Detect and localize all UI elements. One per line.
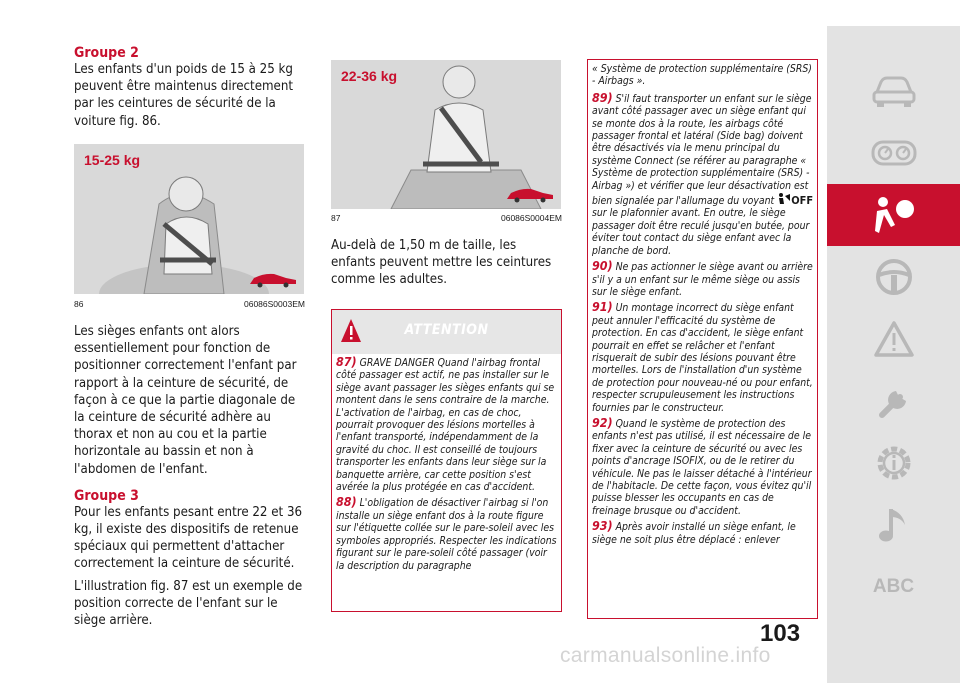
watermark-footer: carmanualsonline.info [560,644,771,667]
sidebar-item-emergency[interactable] [827,308,960,370]
sidebar-item-dashboard[interactable] [827,122,960,184]
warning-88-number: 88) [336,494,357,510]
warning-88-text: L'obligation de désactiver l'airbag si l'on installe un siège enfant dos à la route figure sur l'étiquette collée sur le pare-soleil avec les symboles appropriés. Respecter les indications figurant sur le pare-soleil côté passager (voir la description du paragraphe [336,497,557,572]
dashboard-gauges-icon [871,138,917,168]
warning-90-text: Ne pas actionner le siège avant ou arrière s'il y a un enfant sur le même siège ou assis sur le siège enfant. [592,261,813,298]
paragraph-fig87-example: L'illustration fig. 87 est un exemple de position correcte de l'enfant sur le siège arrière. [74,578,303,629]
warning-87-text: GRAVE DANGER Quand l'airbag frontal côté passager est actif, ne pas installer sur le siège avant passager les sièges enfants qui se montent dans le sens contraire de la marche. L'activation de l'airbag, en cas de choc, pourrait provoquer des lésions mortelles à l'enfant transporté, indépendamment de la gravité du choc. Il est conseillé de toujours transporter les enfants dans leur siège sur la banquette arrière, car cette position s'est avérée la plus protégée en cas d'accident. [336,357,555,494]
column-2-text [331,237,563,289]
chapter-sidebar [827,26,960,683]
sidebar-item-car[interactable] [827,60,960,122]
warning-91-number: 91) [592,299,613,315]
sidebar-item-safety[interactable] [827,184,960,246]
column-1 [74,45,306,130]
group3-text: Pour les enfants pesant entre 22 et 36 kg, il existe des dispositifs de retenue spéciaux qui permettent d'attacher correctement la ceinture de sécurité. [74,504,303,572]
srs-reference: « Système de protection supplémentaire (SRS) - Airbags ». [592,63,812,88]
warning-89-number: 89) [592,89,613,105]
airbag-off-icon [777,192,791,206]
paragraph-adult-belts: Au-delà de 1,50 m de taille, les enfants peuvent mettre les ceintures comme les adultes. [331,238,552,288]
figure-86-weight-label: 15-25 kg [84,152,141,168]
music-note-icon [877,505,911,545]
sidebar-item-maintenance[interactable] [827,370,960,432]
airbag-safety-icon [873,195,915,235]
warning-89-text-a: S'il faut transporter un enfant sur le siège avant côté passager avec un siège enfant qui se monte dos à la route, les airbags côté passager frontal et latéral (Side bag) doivent être désactivés via le menu principal du système Connect (se référer au paragraphe « Système de protection supplémentaire (SRS) - Airbag ») et vérifier que leur désactivation est bien signalée par l'allumage du voyant [592,92,812,208]
group2-text: Les enfants d'un poids de 15 à 25 kg peuvent être maintenus directement par les ceintures de sécurité de la voiture fig. 86. [74,62,294,129]
abc-index-icon: ABC [872,576,915,597]
warning-93 [592,520,814,546]
figure-87-number: 87 [331,213,341,223]
figure-86 [74,144,304,294]
warning-87 [336,356,558,493]
warning-89 [592,89,814,257]
figure-86-number: 86 [74,299,84,309]
warning-92 [592,414,814,517]
warning-92-text: Quand le système de protection des enfants n'est pas utilisé, il est nécessaire de le fixer avec la ceinture de sécurité ou avec les points d'ancrage ISOFIX, ou de le retirer du véhicule. Ne pas le laisser détaché à l'intérieur de l'habitacle. De cette façon, vous évitez qu'il puisse blesser les occupants en cas de freinage brusque ou d'accident. [592,417,812,517]
figure-87-weight-label: 22-36 kg [341,68,398,84]
warning-93-number: 93) [592,518,613,534]
warning-89-text-b: sur le plafonnier avant. En outre, le siège passager doit être reculé jusqu'en butée, pour éviter tout contact du siège enfant avec la planche de bord. [592,207,810,257]
warning-box [331,309,562,612]
warning-box-continued [587,59,818,619]
warning-92-number: 92) [592,414,613,430]
warning-90 [592,260,814,298]
car-side-icon [505,185,555,203]
steering-wheel-icon [874,257,914,297]
group2-title: Groupe 2 [74,45,139,61]
warning-triangle-icon [873,320,915,358]
page-number: 103 [760,620,801,647]
car-side-icon [248,270,298,288]
sidebar-item-driving[interactable] [827,246,960,308]
car-icon [871,74,917,108]
sidebar-item-multimedia[interactable] [827,494,960,556]
warning-93-text: Après avoir installé un siège enfant, le siège ne soit plus être déplacé : enlever [592,521,796,546]
warning-90-number: 90) [592,258,613,274]
warning-88 [336,496,558,571]
warning-title: ATTENTION [404,322,489,338]
warning-91-text: Un montage incorrect du siège enfant peut annuler l'efficacité du système de protection. En cas d'accident, le siège enfant pourrait en effet se relâcher et l'enfant risquerait de subir des lésions pouvant être mortelles. Lors de l'installation d'un système de protection pour nouveau-né ou pour enfant, respecter scrupuleusement les instructions fournies par le constructeur. [592,302,813,414]
sidebar-item-index[interactable] [827,556,960,618]
wrench-icon [874,381,914,421]
figure-87-code: 06086S0004EM [501,213,562,223]
warning-header [332,310,561,354]
figure-86-code: 06086S0003EM [244,299,305,309]
warning-87-number: 87) [336,354,357,369]
warning-91 [592,301,814,414]
group3-title: Groupe 3 [74,487,139,504]
figure-87 [331,60,561,209]
airbag-off-label: OFF [791,194,814,208]
column-1-lower [74,323,306,629]
gear-info-icon [873,442,915,484]
paragraph-seat-function: Les sièges enfants ont alors essentiellement pour fonction de positionner correctement l'enfant par rapport à la ceinture de sécurité, de façon à ce que la partie diagonale de la ceinture de sécurité adhère au thorax et non au cou et la partie horizontale au bassin et non à l'abdomen de l'enfant. [74,324,297,477]
sidebar-item-specs[interactable] [827,432,960,494]
